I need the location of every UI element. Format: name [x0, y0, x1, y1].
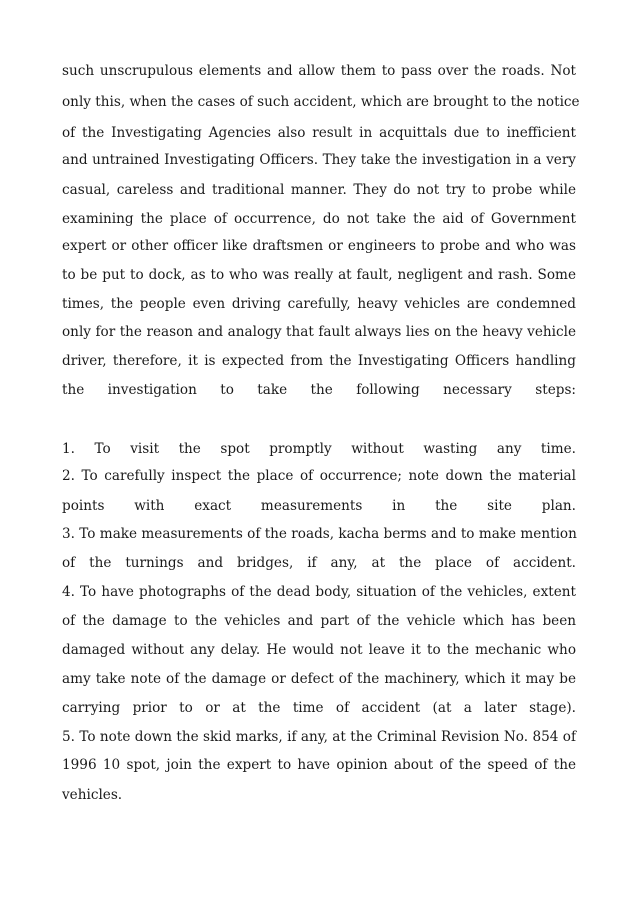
list-item-line: of the damage to the vehicles and part of the vehicle which has been: [62, 613, 576, 629]
text-line: examining the place of occurrence, do not take the aid of Government: [62, 211, 576, 227]
text-line: expert or other officer like draftsmen or engineers to probe and who was: [62, 238, 576, 254]
list-item-line: 3. To make measurements of the roads, kacha berms and to make mention: [62, 526, 577, 542]
list-item-line: vehicles.: [62, 787, 123, 803]
list-item-line: damaged without any delay. He would not leave it to the mechanic who: [62, 642, 576, 658]
list-item-line: amy take note of the damage or defect of the machinery, which it may be: [62, 671, 576, 687]
list-item-line: 2. To carefully inspect the place of occurrence; note down the material: [62, 468, 576, 484]
list-item-line: 4. To have photographs of the dead body, situation of the vehicles, extent: [62, 584, 576, 600]
text-line: casual, careless and traditional manner. They do not try to probe while: [62, 182, 576, 198]
list-item-line: 1996 10 spot, join the expert to have opinion about of the speed of the: [62, 757, 576, 773]
list-item-line: 1. To visit the spot promptly without wasting any time.: [62, 441, 576, 457]
text-line: such unscrupulous elements and allow them to pass over the roads. Not: [62, 63, 576, 79]
text-line: and untrained Investigating Officers. They take the investigation in a very: [62, 152, 576, 168]
text-line: only this, when the cases of such accident, which are brought to the notice: [62, 94, 580, 110]
text-line: of the Investigating Agencies also result in acquittals due to inefficient: [62, 125, 576, 141]
text-line: to be put to dock, as to who was really at fault, negligent and rash. Some: [62, 267, 576, 283]
text-line: times, the people even driving carefully, heavy vehicles are condemned: [62, 296, 576, 312]
list-item-line: carrying prior to or at the time of accident (at a later stage).: [62, 700, 576, 716]
list-item-line: of the turnings and bridges, if any, at the place of accident.: [62, 555, 576, 571]
text-line: only for the reason and analogy that fault always lies on the heavy vehicle: [62, 324, 576, 340]
list-item-line: points with exact measurements in the site plan.: [62, 498, 576, 514]
text-line: driver, therefore, it is expected from the Investigating Officers handling: [62, 353, 576, 369]
text-line: the investigation to take the following necessary steps:: [62, 382, 576, 398]
list-item-line: 5. To note down the skid marks, if any, at the Criminal Revision No. 854 of: [62, 729, 576, 745]
